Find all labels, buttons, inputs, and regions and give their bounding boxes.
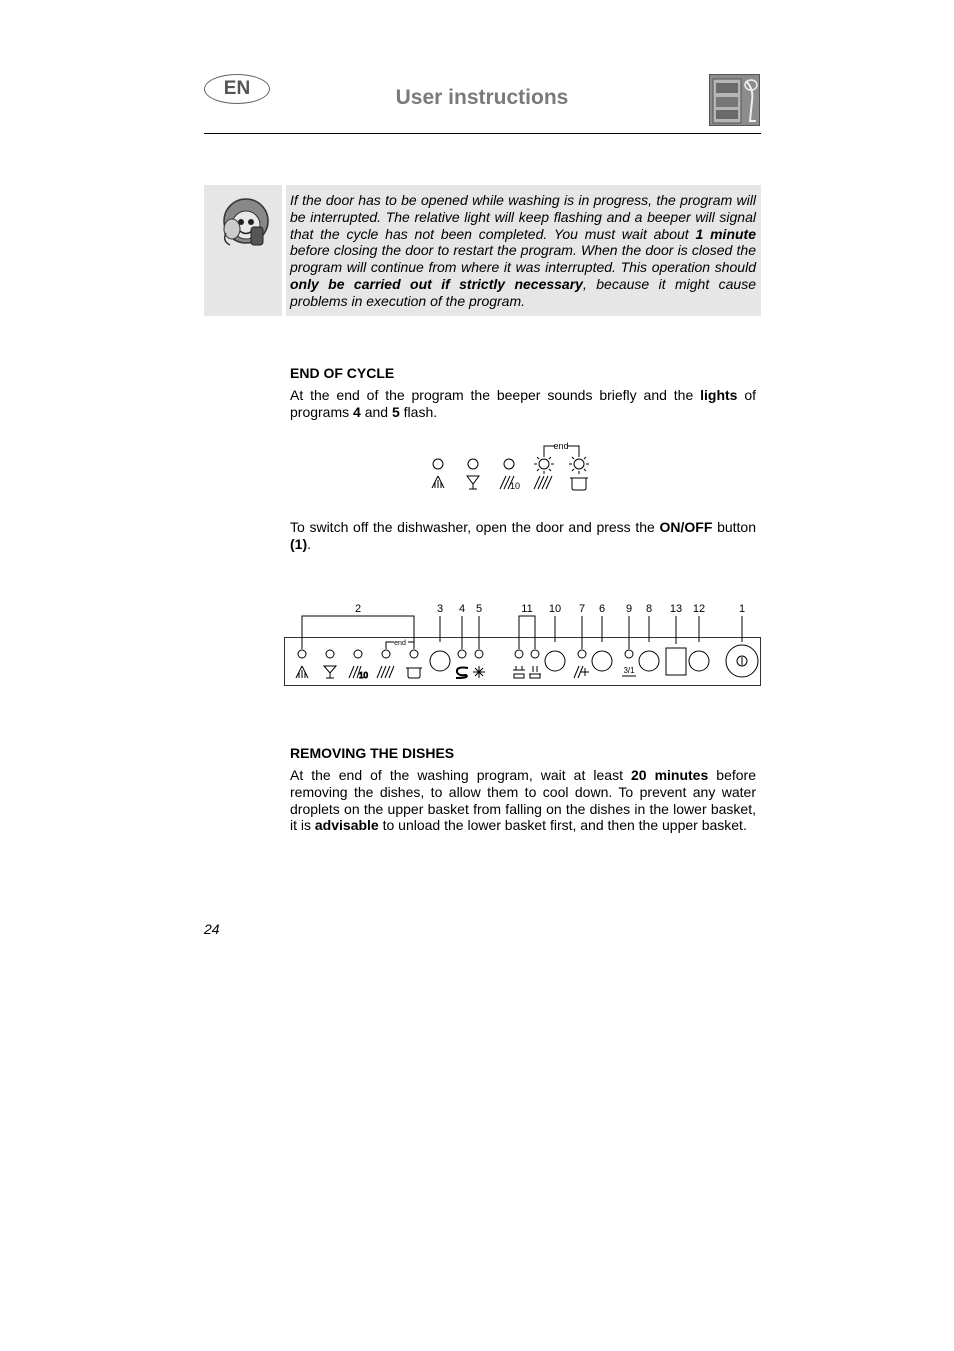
panel-prewash-icon [296, 666, 308, 678]
program-light-3 [354, 650, 362, 658]
end-label: end [553, 441, 569, 451]
callout-11: 11 [521, 603, 533, 615]
salt-icon [456, 668, 468, 679]
program-1-light [433, 459, 443, 469]
reset-button[interactable] [689, 651, 709, 671]
eco-program-icon [500, 476, 520, 491]
extra-option-icon [574, 666, 589, 678]
upper-basket-light [515, 650, 523, 658]
option-light [578, 650, 586, 658]
program-light-5 [410, 650, 418, 658]
program-4-flashing-light [534, 454, 554, 474]
option-button[interactable] [592, 651, 612, 671]
program-5-flashing-light [569, 454, 589, 474]
mascot-icon [204, 185, 282, 316]
page-number: 24 [204, 921, 220, 937]
delay-start-button[interactable] [639, 651, 659, 671]
program-select-button[interactable] [430, 651, 450, 671]
glass-icon [467, 476, 479, 489]
page-title: User instructions [395, 86, 569, 109]
warning-note-text: If the door has to be opened while washing is in progress, the program will be interrupted. The relative light will keep flashing and a beeper will signal that the cycle has not been completed. You must wait about 1 minute before closing the door to restart the program. When the door is closed the program will continue from where it was interrupted. This operation should only be carried out if strictly necessary, because it might cause problems in execution of the program. [290, 192, 756, 309]
program-2-light [468, 459, 478, 469]
lower-basket-light [531, 650, 539, 658]
callout-2: 2 [354, 603, 362, 615]
callout-1: 1 [738, 603, 746, 615]
switch-off-text: To switch off the dishwasher, open the door and press the ON/OFF button (1). [290, 519, 756, 552]
header-divider [204, 133, 761, 134]
dishwasher-photo-icon [709, 74, 760, 126]
panel-pot-icon [406, 668, 422, 678]
callout-leader-lines [302, 616, 742, 649]
half-load-button[interactable] [545, 651, 565, 671]
svg-text:10: 10 [510, 481, 521, 491]
callout-5: 5 [475, 603, 483, 615]
callout-12: 12 [692, 603, 706, 615]
removing-dishes-text: At the end of the washing program, wait at least 20 minutes before removing the dishes, to allow them to cool down. To prevent any water droplets on the upper basket from falling on the dishes in the lower basket, it is advisable to unload the lower basket first, and then the upper basket. [290, 767, 756, 834]
lower-basket-icon [529, 666, 541, 678]
upper-basket-icon [513, 666, 525, 678]
removing-dishes-heading: REMOVING THE DISHES [290, 745, 455, 761]
panel-end-label: end [394, 640, 406, 647]
callout-10: 10 [548, 603, 562, 615]
callout-4: 4 [458, 603, 466, 615]
program-light-1 [298, 650, 306, 658]
program-lights-diagram [420, 440, 600, 496]
panel-glass-icon [324, 666, 336, 678]
panel-eco-label: 10 [359, 671, 368, 680]
panel-normal-icon [377, 666, 394, 678]
language-badge: EN [204, 74, 270, 104]
note-illustration-panel [204, 185, 282, 316]
end-of-cycle-text: At the end of the program the beeper sounds briefly and the lights of programs 4 and 5 flash. [290, 387, 756, 420]
rinse-aid-icon [473, 666, 485, 678]
callout-13: 13 [669, 603, 683, 615]
rinse-aid-warning-light [475, 650, 483, 658]
callout-9: 9 [625, 603, 633, 615]
digital-display [666, 648, 686, 675]
salt-warning-light [458, 650, 466, 658]
prewash-icon [432, 476, 444, 488]
delay-light [625, 650, 633, 658]
program-light-2 [326, 650, 334, 658]
delay-label: 3/1 [623, 666, 635, 675]
callout-6: 6 [598, 603, 606, 615]
end-of-cycle-heading: END OF CYCLE [290, 365, 395, 381]
pot-icon [570, 478, 588, 490]
normal-program-icon [534, 476, 552, 489]
callout-7: 7 [578, 603, 586, 615]
callout-8: 8 [645, 603, 653, 615]
control-panel-diagram [284, 600, 761, 686]
callout-3: 3 [436, 603, 444, 615]
program-light-4 [382, 650, 390, 658]
program-3-light [504, 459, 514, 469]
